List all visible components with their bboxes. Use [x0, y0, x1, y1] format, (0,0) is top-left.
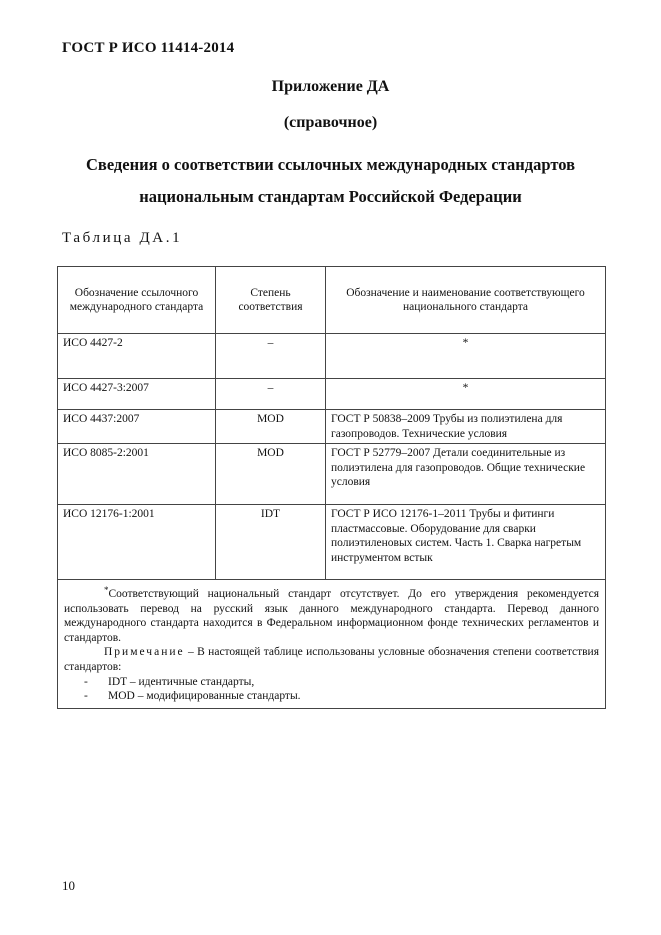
table-label: Таблица ДА.1: [62, 230, 183, 246]
correspondence-table: [57, 266, 606, 709]
cell-international: ИСО 4427-2: [58, 334, 216, 379]
table-row: [58, 379, 606, 410]
cell-international: ИСО 4427-3:2007: [58, 379, 216, 410]
document-id: ГОСТ Р ИСО 11414-2014: [62, 40, 235, 56]
note-text: – В настоящей таблице использованы условные обозначения степени соответствия стандартов:: [64, 646, 599, 673]
list-dash: -: [84, 675, 88, 688]
cell-international: ИСО 4437:2007: [58, 410, 216, 444]
header-national-standard: Обозначение и наименование соответствующего национального стандарта: [326, 267, 606, 334]
cell-degree: –: [216, 334, 326, 379]
footnote-mark: *: [104, 585, 109, 595]
list-item-text: IDT – идентичные стандарты,: [108, 675, 255, 688]
list-item-text: MOD – модифицированные стандарты.: [108, 690, 301, 703]
page-number: 10: [62, 878, 75, 893]
note: [64, 645, 599, 674]
table-notes-row: [58, 580, 606, 709]
footnote-text: Соответствующий национальный стандарт отсутствует. До его утверждения рекомендуется использовать перевод на русский язык данного международного стандарта. Перевод данного международного стандарта находится в Федеральном информационном фонде технических регламентов и стандартов.: [64, 588, 599, 644]
table-row: [58, 505, 606, 580]
table-notes-cell: [58, 580, 606, 709]
list-item: [64, 675, 599, 690]
cell-degree: –: [216, 379, 326, 410]
annex-kind: (справочное): [283, 114, 378, 131]
cell-national: *: [326, 379, 606, 410]
cell-degree: MOD: [216, 444, 326, 505]
cell-national: ГОСТ Р 50838–2009 Трубы из полиэтилена для газопроводов. Технические условия: [326, 410, 606, 444]
cell-degree: IDT: [216, 505, 326, 580]
annex-main-title-line-2: национальным стандартам Российской Федерации: [139, 187, 522, 206]
degree-legend-list: [64, 675, 599, 704]
cell-international: ИСО 12176-1:2001: [58, 505, 216, 580]
footnote: [64, 583, 599, 645]
cell-degree: MOD: [216, 410, 326, 444]
list-item: [64, 689, 599, 704]
header-degree: Степень соответствия: [216, 267, 326, 334]
note-label: Примечание: [104, 646, 185, 659]
cell-national: ГОСТ Р ИСО 12176-1–2011 Трубы и фитинги пластмассовые. Оборудование для сварки полиэтиленовых систем. Часть 1. Сварка нагретым инструментом встык: [326, 505, 606, 580]
list-dash: -: [84, 690, 88, 703]
header-international-standard: Обозначение ссылочного международного стандарта: [58, 267, 216, 334]
table-row: [58, 410, 606, 444]
annex-title: Приложение ДА: [271, 78, 390, 95]
cell-national: *: [326, 334, 606, 379]
table-row: [58, 334, 606, 379]
cell-national: ГОСТ Р 52779–2007 Детали соединительные из полиэтилена для газопроводов. Общие технические условия: [326, 444, 606, 505]
table-row: [58, 444, 606, 505]
annex-main-title-line-1: Сведения о соответствии ссылочных международных стандартов: [86, 155, 575, 174]
table-header-row: [58, 267, 606, 334]
cell-international: ИСО 8085-2:2001: [58, 444, 216, 505]
